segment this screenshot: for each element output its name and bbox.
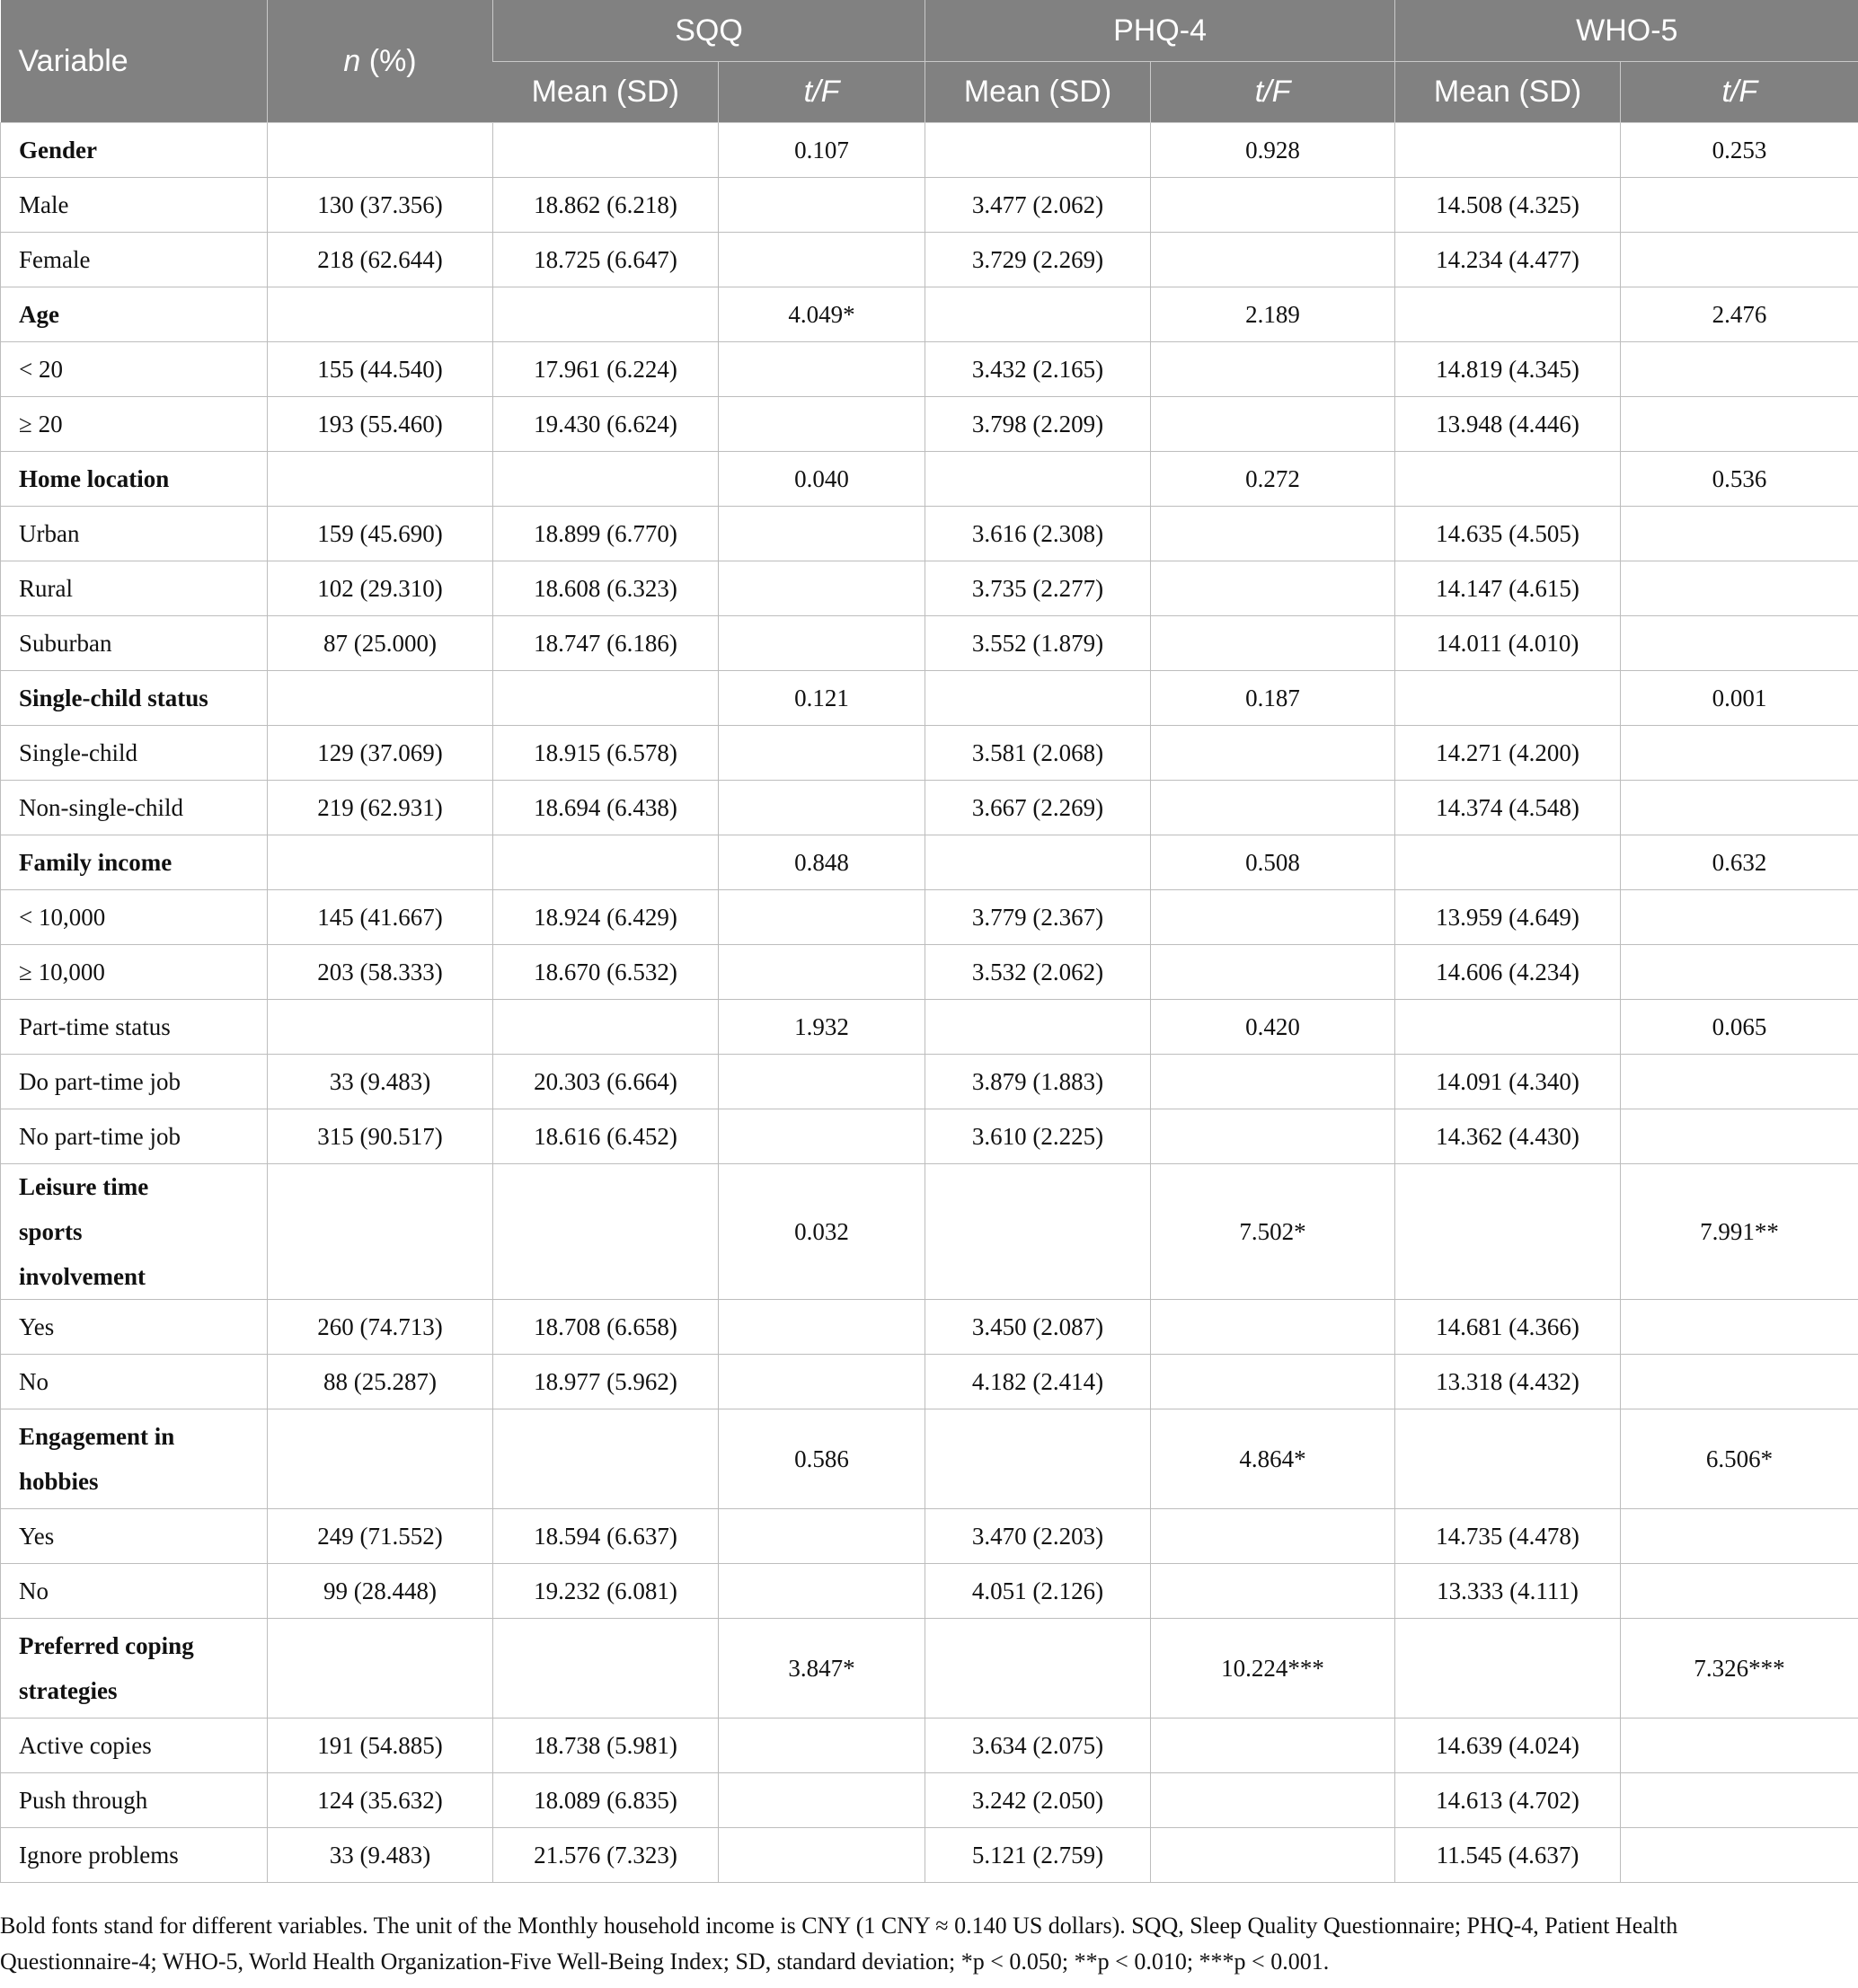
table-row	[1, 1109, 1858, 1164]
cell-phq4-mean-sd: 3.616 (2.308)	[925, 507, 1151, 561]
cell-n-percent: 159 (45.690)	[268, 507, 493, 561]
table-body	[1, 123, 1858, 1883]
cell-sqq-tf	[719, 1509, 925, 1564]
cell-sqq-tf	[719, 507, 925, 561]
table-row	[1, 781, 1858, 835]
cell-variable: Yes	[1, 1509, 268, 1564]
cell-phq4-mean-sd: 3.477 (2.062)	[925, 178, 1151, 233]
cell-phq4-tf	[1151, 1109, 1395, 1164]
cell-who5-tf	[1621, 507, 1858, 561]
cell-who5-tf	[1621, 1055, 1858, 1109]
cell-sqq-tf: 0.032	[719, 1164, 925, 1300]
cell-phq4-tf	[1151, 397, 1395, 452]
cell-who5-mean-sd: 14.819 (4.345)	[1395, 342, 1621, 397]
cell-phq4-tf	[1151, 1564, 1395, 1619]
cell-who5-tf	[1621, 1300, 1858, 1355]
cell-who5-tf	[1621, 890, 1858, 945]
cell-who5-tf: 7.326***	[1621, 1619, 1858, 1719]
cell-sqq-mean-sd: 18.089 (6.835)	[493, 1773, 719, 1828]
cell-phq4-tf	[1151, 726, 1395, 781]
table-row	[1, 1773, 1858, 1828]
cell-who5-mean-sd: 14.362 (4.430)	[1395, 1109, 1621, 1164]
cell-sqq-mean-sd	[493, 123, 719, 178]
cell-sqq-tf	[719, 342, 925, 397]
cell-phq4-tf: 2.189	[1151, 287, 1395, 342]
cell-sqq-tf	[719, 945, 925, 1000]
cell-variable: Active copies	[1, 1719, 268, 1773]
cell-variable: Urban	[1, 507, 268, 561]
cell-phq4-tf: 0.420	[1151, 1000, 1395, 1055]
table-row	[1, 616, 1858, 671]
cell-who5-mean-sd	[1395, 835, 1621, 890]
cell-n-percent: 145 (41.667)	[268, 890, 493, 945]
cell-who5-tf: 0.632	[1621, 835, 1858, 890]
cell-sqq-tf: 4.049*	[719, 287, 925, 342]
cell-who5-tf	[1621, 1355, 1858, 1409]
header-sqq-tf: t/F	[719, 62, 925, 123]
cell-who5-tf	[1621, 781, 1858, 835]
cell-who5-tf: 0.065	[1621, 1000, 1858, 1055]
header-n-percent	[268, 0, 493, 123]
cell-variable: Yes	[1, 1300, 268, 1355]
cell-sqq-mean-sd: 18.708 (6.658)	[493, 1300, 719, 1355]
cell-n-percent: 249 (71.552)	[268, 1509, 493, 1564]
cell-who5-mean-sd: 14.374 (4.548)	[1395, 781, 1621, 835]
cell-who5-tf: 6.506*	[1621, 1409, 1858, 1509]
cell-phq4-tf	[1151, 1719, 1395, 1773]
cell-n-percent: 87 (25.000)	[268, 616, 493, 671]
cell-n-percent	[268, 1409, 493, 1509]
cell-sqq-mean-sd: 17.961 (6.224)	[493, 342, 719, 397]
cell-phq4-mean-sd: 4.182 (2.414)	[925, 1355, 1151, 1409]
cell-variable: Ignore problems	[1, 1828, 268, 1883]
cell-phq4-mean-sd: 3.532 (2.062)	[925, 945, 1151, 1000]
cell-phq4-mean-sd: 3.634 (2.075)	[925, 1719, 1151, 1773]
cell-who5-mean-sd: 13.948 (4.446)	[1395, 397, 1621, 452]
cell-phq4-mean-sd	[925, 123, 1151, 178]
cell-variable: Leisure time sports involvement	[1, 1164, 268, 1300]
cell-phq4-mean-sd	[925, 1164, 1151, 1300]
cell-who5-mean-sd	[1395, 287, 1621, 342]
cell-who5-mean-sd	[1395, 1619, 1621, 1719]
table-row	[1, 507, 1858, 561]
cell-phq4-mean-sd: 5.121 (2.759)	[925, 1828, 1151, 1883]
cell-variable: Preferred coping strategies	[1, 1619, 268, 1719]
cell-n-percent: 219 (62.931)	[268, 781, 493, 835]
cell-n-percent: 155 (44.540)	[268, 342, 493, 397]
table-row	[1, 1509, 1858, 1564]
cell-n-percent: 33 (9.483)	[268, 1055, 493, 1109]
cell-variable: Age	[1, 287, 268, 342]
table-row	[1, 1828, 1858, 1883]
cell-phq4-mean-sd	[925, 287, 1151, 342]
cell-phq4-tf: 4.864*	[1151, 1409, 1395, 1509]
cell-phq4-mean-sd	[925, 1000, 1151, 1055]
cell-who5-mean-sd: 14.508 (4.325)	[1395, 178, 1621, 233]
cell-n-percent	[268, 287, 493, 342]
cell-sqq-tf	[719, 781, 925, 835]
cell-who5-tf	[1621, 233, 1858, 287]
cell-phq4-mean-sd: 3.581 (2.068)	[925, 726, 1151, 781]
cell-phq4-mean-sd: 3.450 (2.087)	[925, 1300, 1151, 1355]
cell-variable: Gender	[1, 123, 268, 178]
table-header	[1, 0, 1858, 123]
cell-sqq-tf	[719, 616, 925, 671]
cell-phq4-tf	[1151, 1773, 1395, 1828]
cell-phq4-mean-sd: 3.610 (2.225)	[925, 1109, 1151, 1164]
cell-sqq-tf: 0.107	[719, 123, 925, 178]
table-row-group	[1, 452, 1858, 507]
cell-sqq-mean-sd: 18.862 (6.218)	[493, 178, 719, 233]
cell-variable: No	[1, 1355, 268, 1409]
cell-sqq-tf	[719, 1355, 925, 1409]
cell-phq4-mean-sd	[925, 1619, 1151, 1719]
table-row	[1, 1000, 1858, 1055]
cell-n-percent	[268, 123, 493, 178]
cell-who5-tf	[1621, 397, 1858, 452]
table-row	[1, 890, 1858, 945]
cell-n-percent: 130 (37.356)	[268, 178, 493, 233]
cell-sqq-mean-sd: 19.232 (6.081)	[493, 1564, 719, 1619]
cell-sqq-mean-sd	[493, 287, 719, 342]
cell-phq4-mean-sd: 3.432 (2.165)	[925, 342, 1151, 397]
cell-n-percent	[268, 1000, 493, 1055]
header-phq4-tf: t/F	[1151, 62, 1395, 123]
cell-sqq-mean-sd: 18.670 (6.532)	[493, 945, 719, 1000]
cell-who5-tf: 0.536	[1621, 452, 1858, 507]
cell-who5-mean-sd: 14.639 (4.024)	[1395, 1719, 1621, 1773]
cell-who5-tf	[1621, 726, 1858, 781]
cell-who5-tf	[1621, 561, 1858, 616]
cell-n-percent	[268, 452, 493, 507]
cell-sqq-mean-sd: 20.303 (6.664)	[493, 1055, 719, 1109]
cell-who5-mean-sd: 14.606 (4.234)	[1395, 945, 1621, 1000]
cell-phq4-mean-sd: 3.242 (2.050)	[925, 1773, 1151, 1828]
cell-who5-tf	[1621, 1719, 1858, 1773]
cell-sqq-tf: 3.847*	[719, 1619, 925, 1719]
cell-n-percent: 315 (90.517)	[268, 1109, 493, 1164]
cell-phq4-mean-sd	[925, 671, 1151, 726]
table-row-group	[1, 123, 1858, 178]
cell-phq4-tf	[1151, 890, 1395, 945]
cell-n-percent	[268, 835, 493, 890]
cell-who5-mean-sd	[1395, 123, 1621, 178]
table-row-group	[1, 287, 1858, 342]
table-row-group	[1, 1619, 1858, 1719]
cell-phq4-tf	[1151, 1509, 1395, 1564]
cell-phq4-mean-sd	[925, 835, 1151, 890]
cell-sqq-tf	[719, 890, 925, 945]
cell-sqq-tf	[719, 1719, 925, 1773]
header-sqq: SQQ	[493, 0, 925, 62]
cell-who5-tf	[1621, 945, 1858, 1000]
cell-sqq-tf	[719, 397, 925, 452]
cell-who5-mean-sd: 14.613 (4.702)	[1395, 1773, 1621, 1828]
cell-phq4-mean-sd	[925, 452, 1151, 507]
cell-phq4-tf	[1151, 1355, 1395, 1409]
cell-phq4-mean-sd: 3.798 (2.209)	[925, 397, 1151, 452]
cell-sqq-mean-sd: 18.725 (6.647)	[493, 233, 719, 287]
cell-variable: No part-time job	[1, 1109, 268, 1164]
cell-sqq-mean-sd	[493, 671, 719, 726]
table-row	[1, 342, 1858, 397]
cell-phq4-mean-sd: 3.879 (1.883)	[925, 1055, 1151, 1109]
cell-who5-tf	[1621, 178, 1858, 233]
cell-variable: No	[1, 1564, 268, 1619]
cell-who5-mean-sd: 14.271 (4.200)	[1395, 726, 1621, 781]
header-variable: Variable	[1, 0, 268, 123]
cell-variable: Suburban	[1, 616, 268, 671]
cell-who5-mean-sd: 14.635 (4.505)	[1395, 507, 1621, 561]
header-sqq-mean-sd: Mean (SD)	[493, 62, 719, 123]
cell-sqq-mean-sd: 18.899 (6.770)	[493, 507, 719, 561]
cell-sqq-mean-sd	[493, 452, 719, 507]
cell-n-percent: 203 (58.333)	[268, 945, 493, 1000]
table-row-group	[1, 835, 1858, 890]
cell-n-percent: 102 (29.310)	[268, 561, 493, 616]
cell-sqq-mean-sd: 18.738 (5.981)	[493, 1719, 719, 1773]
cell-phq4-mean-sd: 3.667 (2.269)	[925, 781, 1151, 835]
cell-who5-mean-sd: 14.011 (4.010)	[1395, 616, 1621, 671]
cell-sqq-tf	[719, 726, 925, 781]
cell-phq4-mean-sd: 4.051 (2.126)	[925, 1564, 1151, 1619]
cell-who5-mean-sd: 11.545 (4.637)	[1395, 1828, 1621, 1883]
cell-who5-tf	[1621, 1109, 1858, 1164]
cell-phq4-tf: 10.224***	[1151, 1619, 1395, 1719]
table-row	[1, 561, 1858, 616]
cell-sqq-tf	[719, 178, 925, 233]
header-percent: (%)	[360, 43, 417, 78]
header-phq4-mean-sd: Mean (SD)	[925, 62, 1151, 123]
table-row	[1, 1300, 1858, 1355]
cell-phq4-mean-sd: 3.552 (1.879)	[925, 616, 1151, 671]
cell-sqq-mean-sd: 18.977 (5.962)	[493, 1355, 719, 1409]
cell-phq4-tf: 0.187	[1151, 671, 1395, 726]
cell-sqq-tf: 1.932	[719, 1000, 925, 1055]
cell-phq4-mean-sd	[925, 1409, 1151, 1509]
header-phq4: PHQ-4	[925, 0, 1395, 62]
table-row	[1, 1055, 1858, 1109]
cell-n-percent	[268, 671, 493, 726]
cell-phq4-tf	[1151, 178, 1395, 233]
cell-n-percent: 33 (9.483)	[268, 1828, 493, 1883]
cell-who5-mean-sd: 14.234 (4.477)	[1395, 233, 1621, 287]
cell-sqq-mean-sd: 18.747 (6.186)	[493, 616, 719, 671]
cell-who5-tf	[1621, 1564, 1858, 1619]
table-row	[1, 1564, 1858, 1619]
cell-phq4-tf	[1151, 561, 1395, 616]
cell-n-percent: 218 (62.644)	[268, 233, 493, 287]
table-row	[1, 1719, 1858, 1773]
cell-who5-mean-sd	[1395, 1409, 1621, 1509]
cell-sqq-tf	[719, 1300, 925, 1355]
cell-who5-mean-sd	[1395, 1000, 1621, 1055]
cell-who5-mean-sd: 13.333 (4.111)	[1395, 1564, 1621, 1619]
cell-n-percent: 99 (28.448)	[268, 1564, 493, 1619]
cell-sqq-mean-sd	[493, 1409, 719, 1509]
cell-who5-mean-sd: 13.959 (4.649)	[1395, 890, 1621, 945]
cell-variable: Family income	[1, 835, 268, 890]
cell-sqq-mean-sd: 18.594 (6.637)	[493, 1509, 719, 1564]
cell-sqq-mean-sd	[493, 835, 719, 890]
cell-who5-mean-sd	[1395, 671, 1621, 726]
cell-phq4-tf	[1151, 233, 1395, 287]
cell-n-percent	[268, 1164, 493, 1300]
cell-sqq-mean-sd	[493, 1164, 719, 1300]
header-who5-mean-sd: Mean (SD)	[1395, 62, 1621, 123]
cell-sqq-mean-sd: 18.915 (6.578)	[493, 726, 719, 781]
cell-phq4-mean-sd: 3.729 (2.269)	[925, 233, 1151, 287]
cell-sqq-mean-sd: 19.430 (6.624)	[493, 397, 719, 452]
cell-who5-tf	[1621, 616, 1858, 671]
cell-who5-mean-sd	[1395, 1164, 1621, 1300]
cell-sqq-tf	[719, 1773, 925, 1828]
cell-variable: Single-child status	[1, 671, 268, 726]
header-n: n	[343, 43, 361, 78]
table-row	[1, 397, 1858, 452]
cell-who5-tf	[1621, 1773, 1858, 1828]
cell-sqq-mean-sd	[493, 1000, 719, 1055]
cell-variable: Home location	[1, 452, 268, 507]
cell-sqq-mean-sd: 18.694 (6.438)	[493, 781, 719, 835]
cell-phq4-tf	[1151, 945, 1395, 1000]
cell-sqq-mean-sd: 18.608 (6.323)	[493, 561, 719, 616]
cell-who5-tf: 0.001	[1621, 671, 1858, 726]
cell-sqq-tf: 0.848	[719, 835, 925, 890]
header-who5-tf: t/F	[1621, 62, 1858, 123]
table-row	[1, 726, 1858, 781]
cell-phq4-tf	[1151, 1828, 1395, 1883]
cell-phq4-mean-sd: 3.735 (2.277)	[925, 561, 1151, 616]
table-row	[1, 1355, 1858, 1409]
cell-sqq-tf	[719, 1564, 925, 1619]
cell-variable: ≥ 10,000	[1, 945, 268, 1000]
cell-variable: Rural	[1, 561, 268, 616]
cell-n-percent: 129 (37.069)	[268, 726, 493, 781]
cell-sqq-tf	[719, 1828, 925, 1883]
cell-who5-mean-sd: 13.318 (4.432)	[1395, 1355, 1621, 1409]
cell-phq4-mean-sd: 3.779 (2.367)	[925, 890, 1151, 945]
cell-who5-tf	[1621, 1509, 1858, 1564]
cell-variable: Male	[1, 178, 268, 233]
cell-sqq-tf	[719, 561, 925, 616]
header-who5: WHO-5	[1395, 0, 1858, 62]
cell-who5-tf: 0.253	[1621, 123, 1858, 178]
cell-variable: Engagement in hobbies	[1, 1409, 268, 1509]
cell-who5-tf: 2.476	[1621, 287, 1858, 342]
cell-variable: Push through	[1, 1773, 268, 1828]
cell-phq4-tf: 0.928	[1151, 123, 1395, 178]
cell-variable: Non-single-child	[1, 781, 268, 835]
cell-who5-mean-sd: 14.091 (4.340)	[1395, 1055, 1621, 1109]
cell-phq4-tf	[1151, 507, 1395, 561]
cell-variable: Do part-time job	[1, 1055, 268, 1109]
cell-n-percent: 193 (55.460)	[268, 397, 493, 452]
cell-variable: < 10,000	[1, 890, 268, 945]
cell-sqq-mean-sd: 18.924 (6.429)	[493, 890, 719, 945]
cell-sqq-mean-sd: 18.616 (6.452)	[493, 1109, 719, 1164]
table-row	[1, 233, 1858, 287]
table-row-group	[1, 1409, 1858, 1509]
cell-phq4-tf	[1151, 1055, 1395, 1109]
cell-phq4-tf	[1151, 781, 1395, 835]
cell-variable: < 20	[1, 342, 268, 397]
cell-phq4-tf	[1151, 1300, 1395, 1355]
cell-who5-mean-sd: 14.735 (4.478)	[1395, 1509, 1621, 1564]
table-footnote: Bold fonts stand for different variables. The unit of the Monthly household income is CNY (1 CNY ≈ 0.140 US dollars). SQQ, Sleep Quality Questionnaire; PHQ-4, Patient Health Questionnaire-4; WHO-5, World Health Organization-Five Well-Being Index; SD, standard deviation; *p < 0.050; **p < 0.010; ***p < 0.001.	[0, 1913, 1678, 1975]
cell-phq4-mean-sd: 3.470 (2.203)	[925, 1509, 1151, 1564]
cell-phq4-tf: 0.508	[1151, 835, 1395, 890]
cell-sqq-tf: 0.586	[719, 1409, 925, 1509]
cell-n-percent: 191 (54.885)	[268, 1719, 493, 1773]
cell-phq4-tf	[1151, 342, 1395, 397]
cell-sqq-mean-sd: 21.576 (7.323)	[493, 1828, 719, 1883]
cell-who5-tf	[1621, 342, 1858, 397]
table-row	[1, 945, 1858, 1000]
cell-n-percent: 260 (74.713)	[268, 1300, 493, 1355]
cell-who5-mean-sd	[1395, 452, 1621, 507]
cell-who5-tf	[1621, 1828, 1858, 1883]
cell-n-percent: 124 (35.632)	[268, 1773, 493, 1828]
cell-sqq-tf	[719, 233, 925, 287]
cell-phq4-tf: 0.272	[1151, 452, 1395, 507]
cell-variable: Part-time status	[1, 1000, 268, 1055]
cell-phq4-tf	[1151, 616, 1395, 671]
table-row-group	[1, 1164, 1858, 1300]
cell-n-percent: 88 (25.287)	[268, 1355, 493, 1409]
cell-sqq-tf	[719, 1109, 925, 1164]
cell-n-percent	[268, 1619, 493, 1719]
cell-variable: Female	[1, 233, 268, 287]
cell-who5-mean-sd: 14.147 (4.615)	[1395, 561, 1621, 616]
cell-who5-tf: 7.991**	[1621, 1164, 1858, 1300]
cell-sqq-tf: 0.121	[719, 671, 925, 726]
cell-variable: Single-child	[1, 726, 268, 781]
cell-sqq-mean-sd	[493, 1619, 719, 1719]
table-row-group	[1, 671, 1858, 726]
table-row	[1, 178, 1858, 233]
cell-variable: ≥ 20	[1, 397, 268, 452]
cell-who5-mean-sd: 14.681 (4.366)	[1395, 1300, 1621, 1355]
cell-phq4-tf: 7.502*	[1151, 1164, 1395, 1300]
cell-sqq-tf	[719, 1055, 925, 1109]
cell-sqq-tf: 0.040	[719, 452, 925, 507]
